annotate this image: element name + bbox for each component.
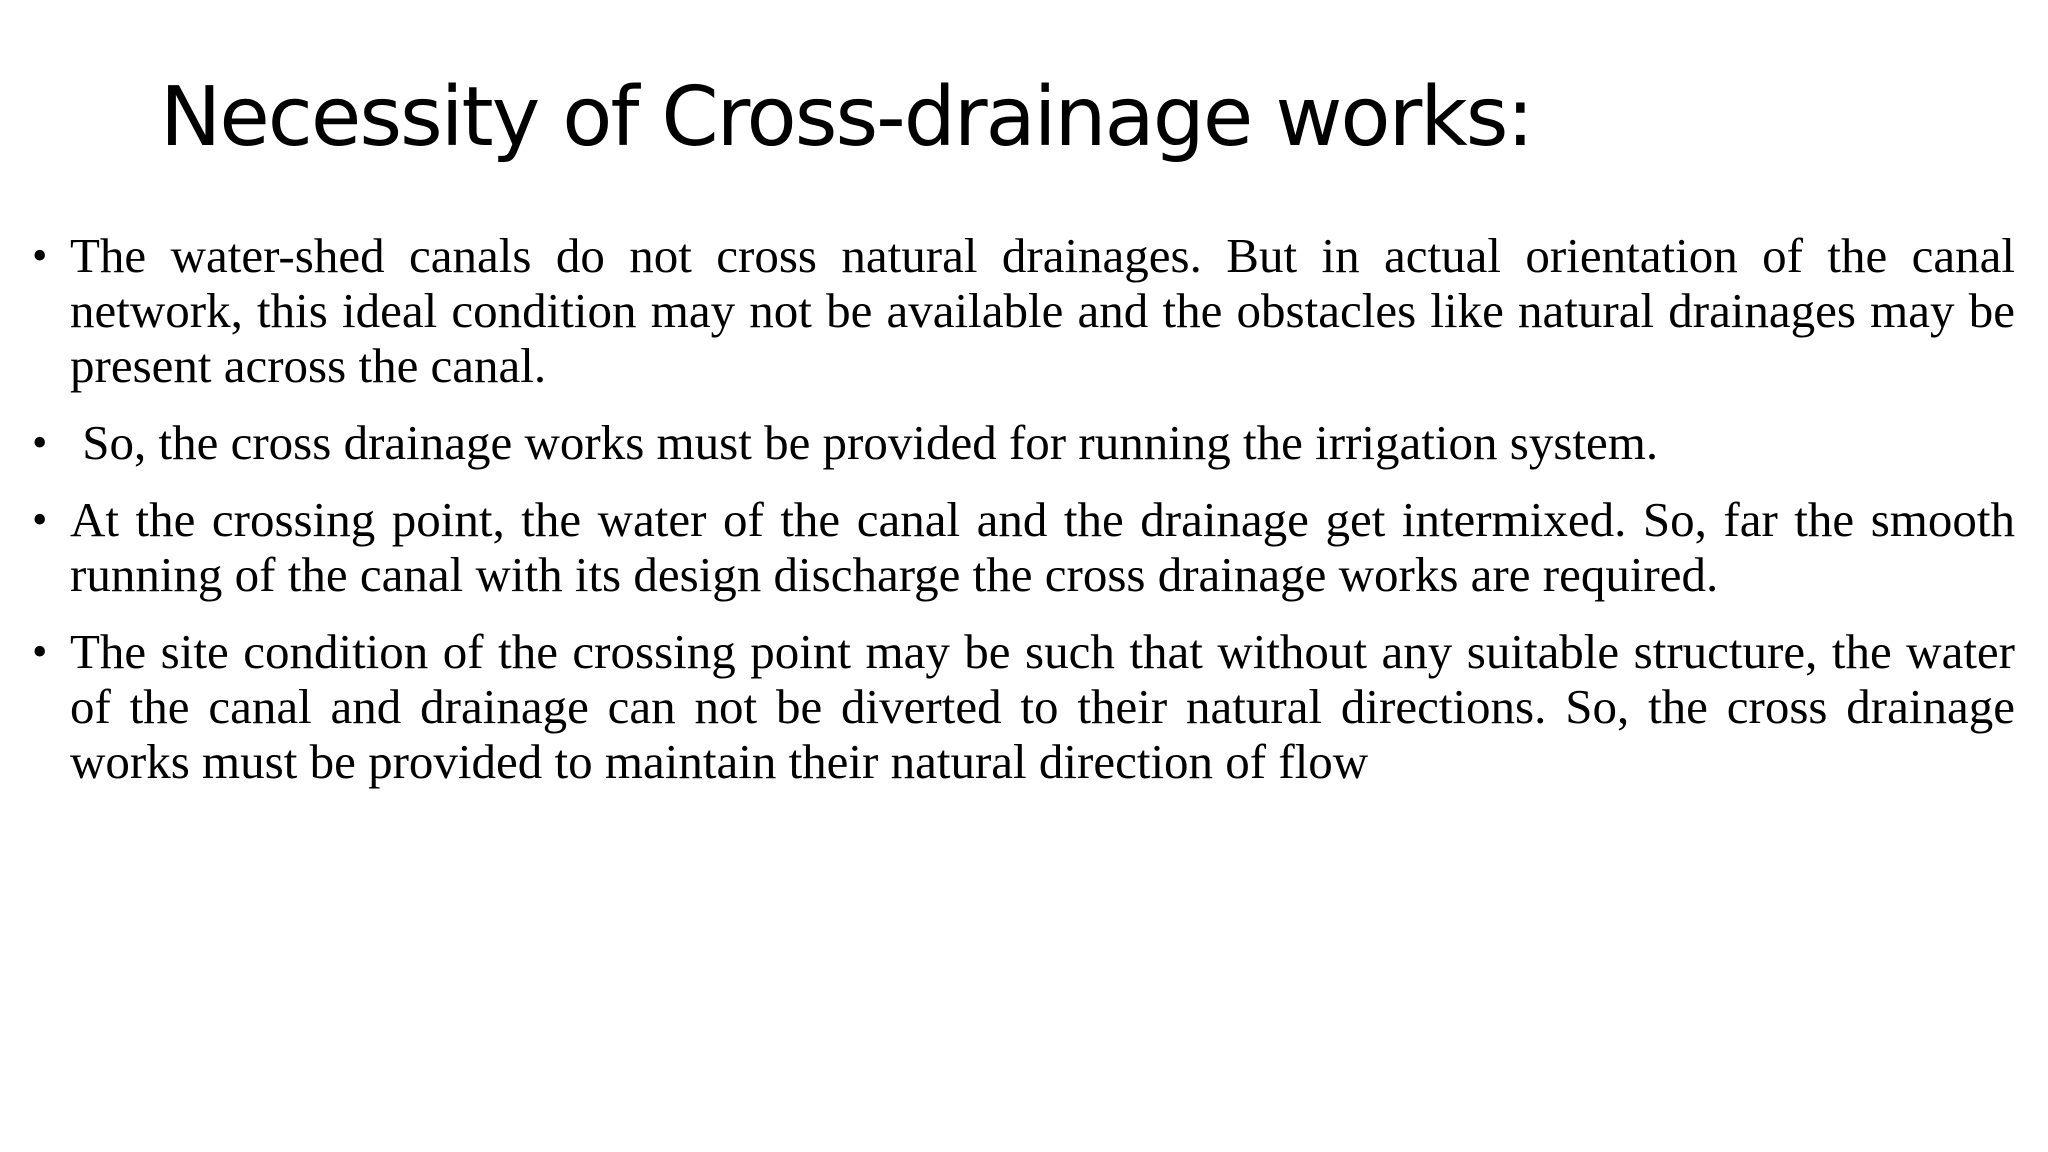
bullet-list — [30, 228, 2015, 811]
bullet-icon: • — [32, 418, 48, 467]
bullet-icon: • — [32, 627, 48, 676]
bullet-item — [30, 624, 2015, 789]
bullet-icon: • — [32, 231, 48, 280]
bullet-item — [30, 228, 2015, 393]
bullet-text: The water-shed canals do not cross natural drainages. But in actual orientation of the canal network, this ideal condition may not be available and the obstacles like natural drainages may be present across the canal. — [70, 228, 2015, 393]
slide-title: Necessity of Cross-drainage works: — [160, 70, 1533, 165]
bullet-item — [30, 492, 2015, 602]
bullet-text: At the crossing point, the water of the canal and the drainage get intermixed. So, far the smooth running of the canal with its design discharge the cross drainage works are required. — [70, 492, 2015, 602]
bullet-text: So, the cross drainage works must be provided for running the irrigation system. — [70, 415, 1659, 470]
bullet-icon: • — [32, 495, 48, 544]
bullet-item — [30, 415, 2015, 470]
bullet-text: The site condition of the crossing point may be such that without any suitable structure, the water of the canal and drainage can not be diverted to their natural directions. So, the cross drainage works must be provided to maintain their natural direction of flow — [70, 624, 2015, 789]
